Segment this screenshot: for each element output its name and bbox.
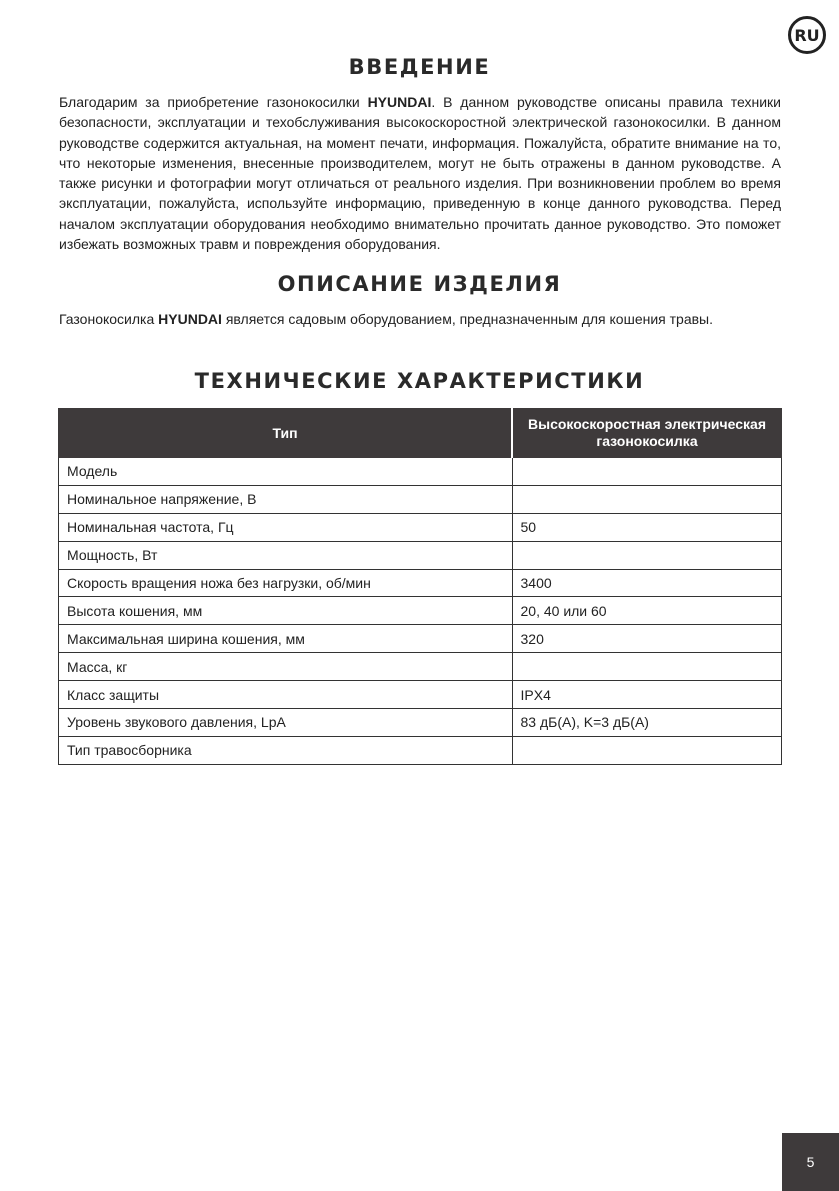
table-row [59, 458, 782, 486]
intro-paragraph [59, 92, 781, 254]
spec-value [512, 541, 782, 569]
spec-value [512, 485, 782, 513]
intro-brand: HYUNDAI [367, 94, 432, 110]
table-row [59, 597, 782, 625]
table-row [59, 681, 782, 709]
table-row [59, 485, 782, 513]
language-badge: RU [788, 16, 826, 54]
spec-label: Номинальное напряжение, В [59, 485, 513, 513]
specs-table [58, 408, 782, 765]
spec-label: Мощность, Вт [59, 541, 513, 569]
specs-header-type: Тип [59, 409, 513, 458]
description-text-before: Газонокосилка [59, 311, 159, 327]
specs-heading: ТЕХНИЧЕСКИЕ ХАРАКТЕРИСТИКИ [194, 369, 645, 393]
spec-label: Класс защиты [59, 681, 513, 709]
spec-label: Масса, кг [59, 653, 513, 681]
description-brand: HYUNDAI [158, 311, 222, 327]
intro-heading: ВВЕДЕНИЕ [348, 55, 491, 79]
specs-header-product: Высокоскоростная электрическая газонокосилка [512, 409, 782, 458]
description-heading: ОПИСАНИЕ ИЗДЕЛИЯ [277, 272, 562, 296]
spec-value: 3400 [512, 569, 782, 597]
intro-text-before: Благодарим за приобретение газонокосилки [59, 94, 368, 110]
spec-value: 20, 40 или 60 [512, 597, 782, 625]
intro-text-after: . В данном руководстве описаны правила техники безопасности, эксплуатации и техобслуживания высокоскоростной электрической газонокосилки. В данном руководстве содержится актуальная, на момент печати, информация. Пожалуйста, обратите внимание на то, что некоторые изменения, внесенные производителем, могут не быть отражены в данном руководстве. А также рисунки и фотографии могут отличаться от реального изделия. При возникновении проблем во время эксплуатации, пожалуйста, используйте информацию, приведенную в конце данного руководства. Перед началом эксплуатации оборудования необходимо внимательно прочитать данное руководство. Это поможет избежать возможных травм и повреждения оборудования. [59, 94, 781, 253]
table-row [59, 625, 782, 653]
table-row [59, 541, 782, 569]
description-text-after: является садовым оборудованием, предназначенным для кошения травы. [221, 311, 714, 327]
table-row [59, 736, 782, 764]
specs-table-header-row [59, 409, 782, 458]
table-row [59, 513, 782, 541]
table-row [59, 653, 782, 681]
spec-value [512, 653, 782, 681]
spec-label: Тип травосборника [59, 736, 513, 764]
page-number: 5 [782, 1133, 839, 1191]
spec-label: Уровень звукового давления, LpA [59, 709, 513, 737]
spec-value: 50 [512, 513, 782, 541]
spec-value [512, 458, 782, 486]
spec-label: Модель [59, 458, 513, 486]
spec-value: 320 [512, 625, 782, 653]
spec-label: Номинальная частота, Гц [59, 513, 513, 541]
spec-label: Высота кошения, мм [59, 597, 513, 625]
table-row [59, 569, 782, 597]
description-paragraph [59, 309, 781, 329]
spec-value: IPX4 [512, 681, 782, 709]
spec-value: 83 дБ(А), K=3 дБ(А) [512, 709, 782, 737]
spec-value [512, 736, 782, 764]
table-row [59, 709, 782, 737]
spec-label: Скорость вращения ножа без нагрузки, об/мин [59, 569, 513, 597]
spec-label: Максимальная ширина кошения, мм [59, 625, 513, 653]
